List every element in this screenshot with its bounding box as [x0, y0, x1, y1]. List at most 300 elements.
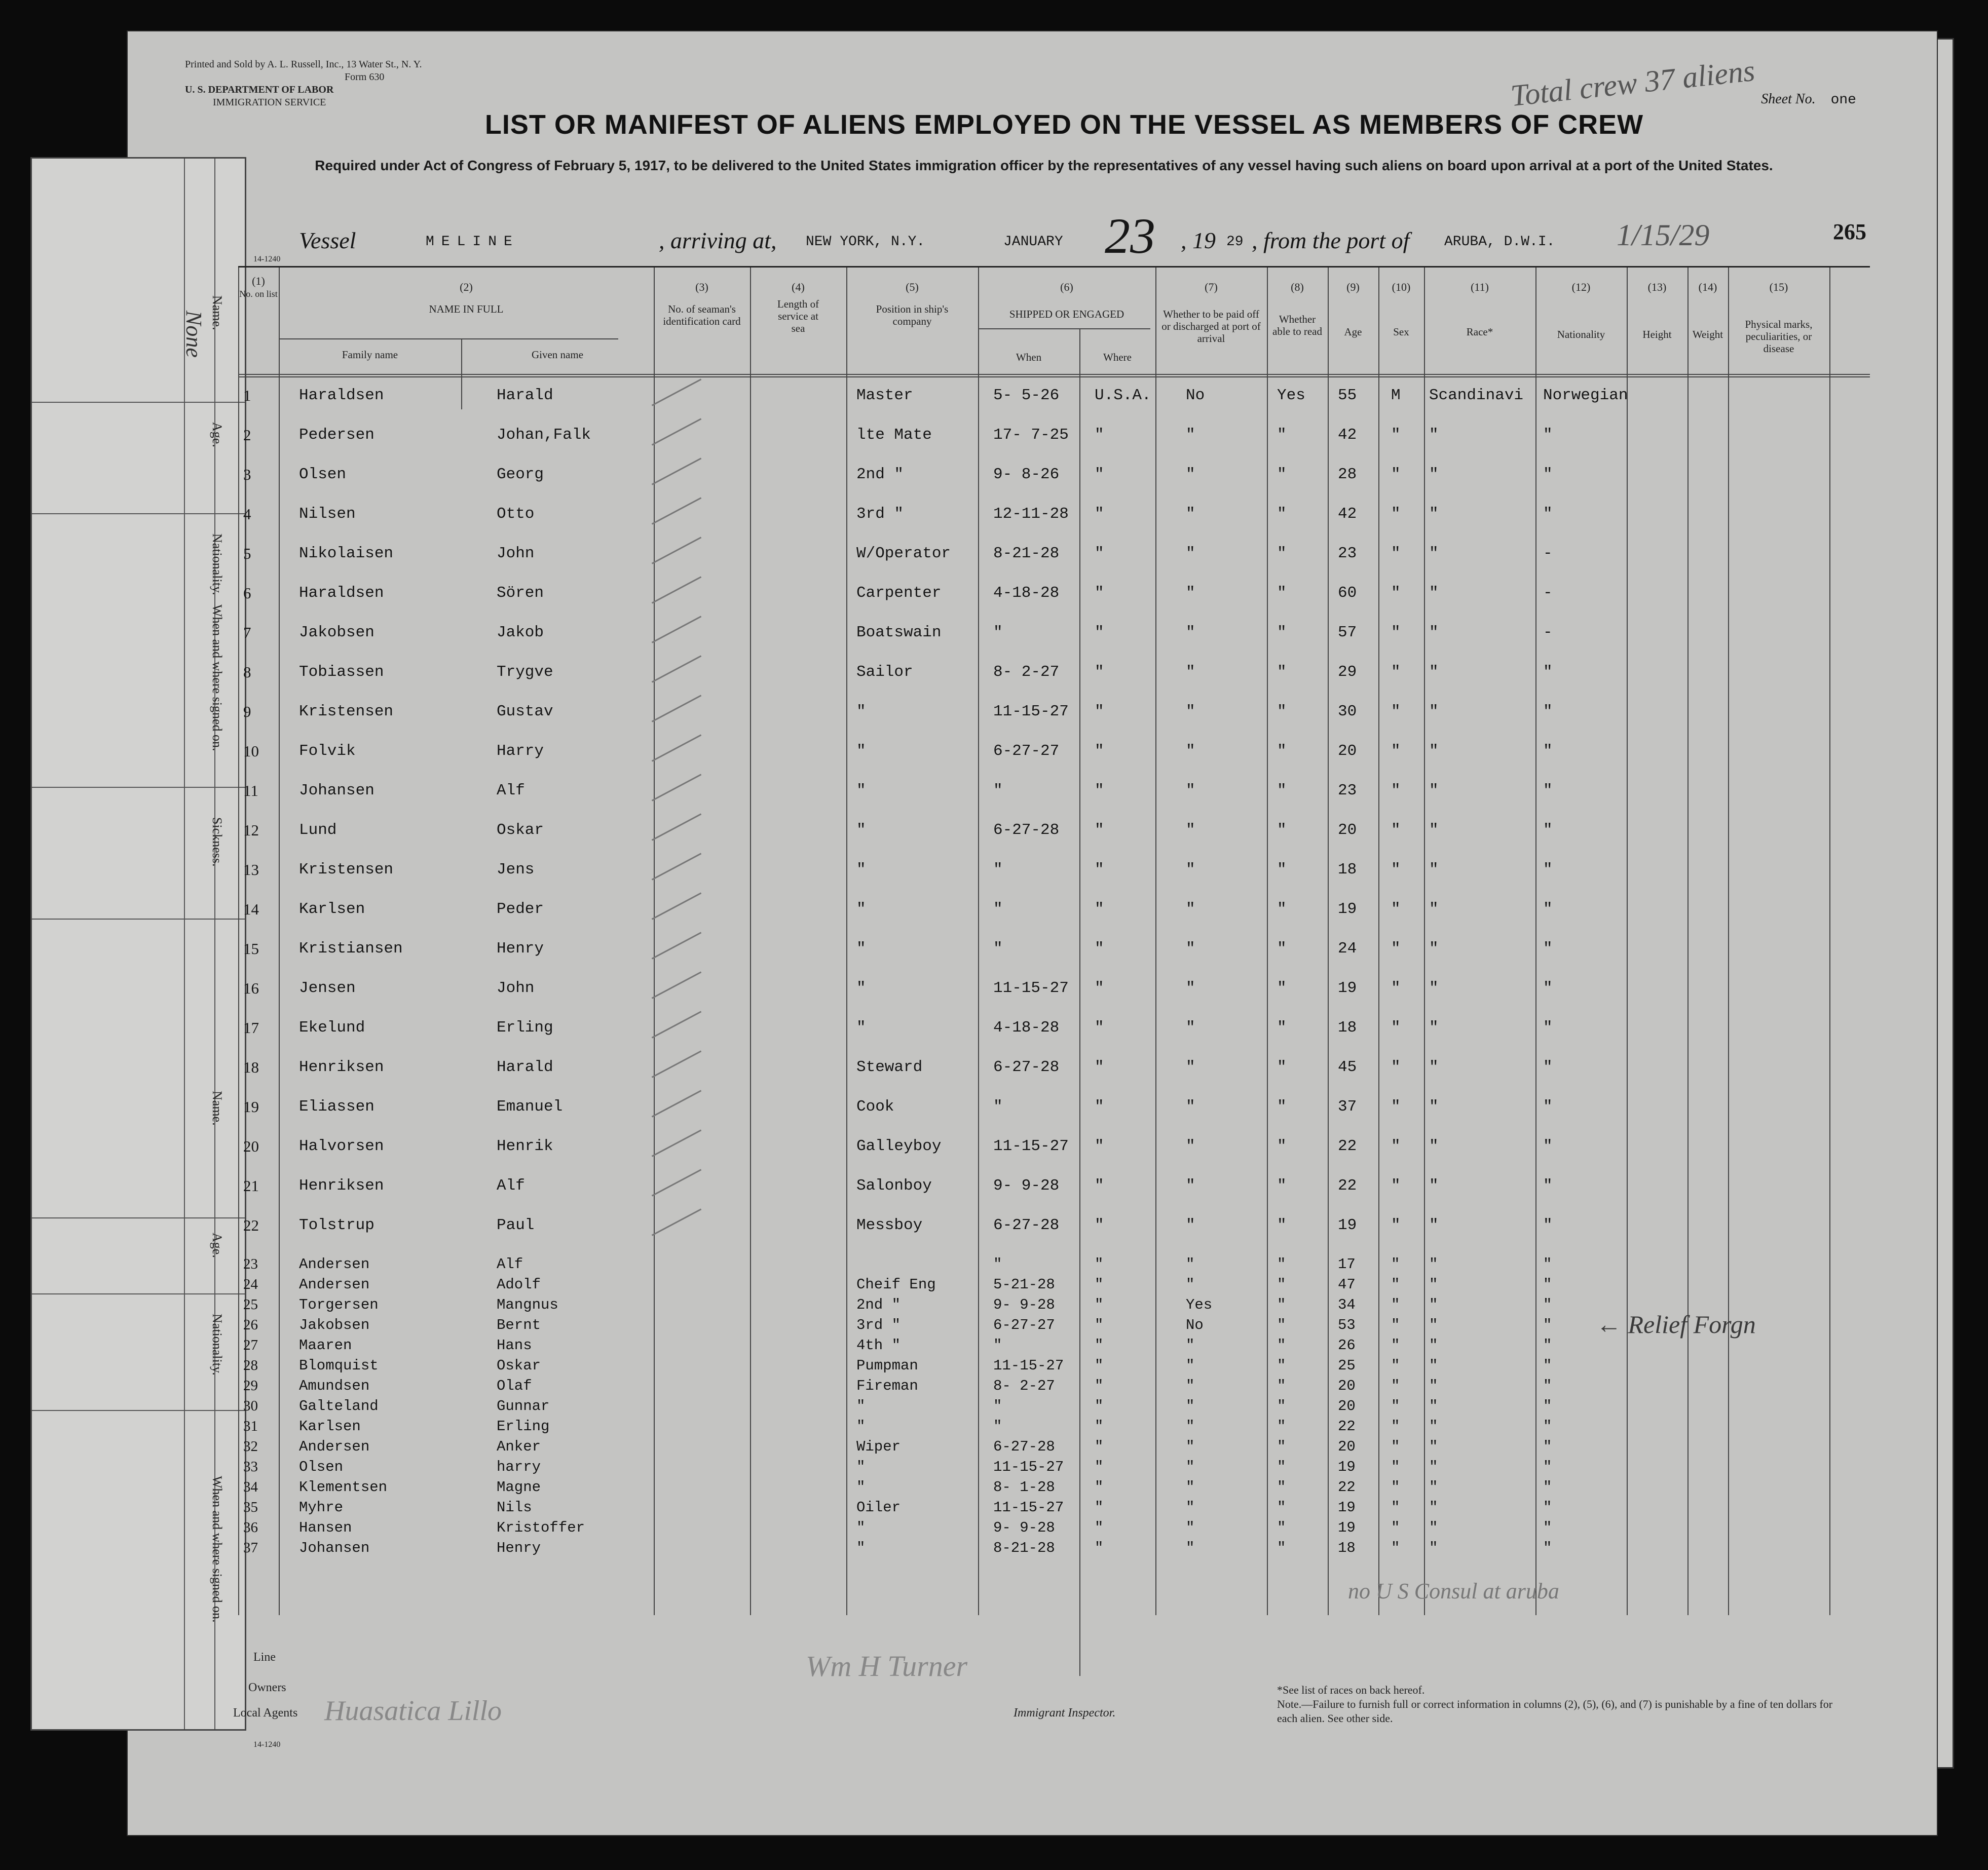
cell-paid-off: " [1186, 900, 1195, 918]
cell-row-number: 23 [243, 1256, 258, 1272]
cell-able-to-read: " [1277, 703, 1287, 720]
cell-given-name: Hans [497, 1337, 532, 1354]
cell-nationality: " [1543, 1276, 1552, 1293]
cell-paid-off: " [1186, 1438, 1195, 1455]
cell-given-name: Otto [497, 505, 535, 523]
cell-nationality: - [1543, 584, 1553, 602]
cell-row-number: 20 [243, 1137, 259, 1155]
cell-paid-off: " [1186, 426, 1195, 444]
cell-paid-off: " [1186, 1256, 1195, 1273]
cell-given-name: Alf [497, 1256, 523, 1273]
cell-nationality: " [1543, 1019, 1553, 1037]
cell-given-name: Alf [497, 782, 525, 799]
local-agents-label: Local Agents [233, 1706, 298, 1720]
cell-shipped-where: " [1095, 1098, 1104, 1116]
cell-able-to-read: " [1277, 466, 1287, 483]
cell-able-to-read: " [1277, 861, 1287, 879]
cell-able-to-read: " [1277, 545, 1287, 562]
id-card-check-mark [652, 932, 702, 959]
cell-position: " [856, 1019, 866, 1037]
sheet-number-field [1761, 91, 1856, 108]
cell-row-number: 4 [243, 505, 251, 523]
cell-race: " [1429, 1540, 1438, 1556]
column-header: Weight [1692, 328, 1723, 340]
cell-family-name: Ekelund [299, 1019, 365, 1037]
cell-shipped-where: " [1095, 1378, 1104, 1394]
cell-age: 19 [1338, 979, 1357, 997]
cell-able-to-read: " [1277, 1098, 1287, 1116]
cell-family-name: Karlsen [299, 1418, 361, 1435]
column-header: Age [1344, 326, 1362, 338]
cell-given-name: Erling [497, 1418, 550, 1435]
inspector-label: Immigrant Inspector. [1014, 1706, 1116, 1720]
cell-sex: " [1391, 1479, 1400, 1496]
cell-position: " [856, 703, 866, 720]
cell-race: " [1429, 1519, 1438, 1536]
cell-sex: " [1391, 1317, 1400, 1333]
cell-shipped-where: " [1095, 1058, 1104, 1076]
cell-paid-off: " [1186, 545, 1195, 562]
cell-shipped-when: 17- 7-25 [993, 426, 1069, 444]
footer-form-code: 14-1240 [253, 1740, 281, 1749]
id-card-check-mark [652, 616, 702, 643]
id-card-check-mark [652, 655, 702, 682]
cell-given-name: Nils [497, 1499, 532, 1516]
cell-sex: " [1391, 1499, 1400, 1516]
cell-shipped-where: U.S.A. [1095, 387, 1151, 404]
cell-family-name: Blomquist [299, 1357, 379, 1374]
cell-given-name: Erling [497, 1019, 553, 1037]
cell-row-number: 35 [243, 1499, 258, 1515]
cell-position: 4th " [856, 1337, 901, 1354]
column-subheader: Family name [342, 349, 398, 361]
side-slip [30, 157, 246, 1731]
cell-family-name: Lund [299, 821, 337, 839]
cell-able-to-read: " [1277, 624, 1287, 641]
cell-row-number: 29 [243, 1378, 258, 1394]
cell-given-name: Adolf [497, 1276, 541, 1293]
slip-label: Age. [210, 422, 224, 447]
cell-family-name: Galteland [299, 1398, 379, 1415]
departure-port: ARUBA, D.W.I. [1444, 234, 1555, 250]
cell-race: " [1429, 861, 1439, 879]
cell-race: Scandinavi [1429, 387, 1524, 404]
cell-position: Galleyboy [856, 1137, 942, 1155]
cell-position: Pumpman [856, 1357, 918, 1374]
cell-shipped-when: 8-21-28 [993, 1540, 1055, 1556]
cell-shipped-when: 12-11-28 [993, 505, 1069, 523]
cell-sex: " [1391, 1519, 1400, 1536]
slip-label: Sickness. [210, 817, 224, 867]
cell-able-to-read: " [1277, 1317, 1286, 1333]
cell-age: 19 [1338, 1499, 1356, 1516]
cell-nationality: " [1543, 979, 1553, 997]
cell-family-name: Klementsen [299, 1479, 388, 1496]
cell-age: 20 [1338, 742, 1357, 760]
cell-sex: " [1391, 663, 1401, 681]
cell-given-name: Olaf [497, 1378, 532, 1394]
handwritten-date: 1/15/29 [1617, 218, 1710, 252]
cell-row-number: 19 [243, 1098, 259, 1116]
table-row [238, 545, 1870, 575]
slip-handwriting: None [181, 311, 206, 358]
cell-paid-off: " [1186, 1137, 1195, 1155]
page-number: 265 [1833, 219, 1866, 244]
table-row [238, 979, 1870, 1010]
cell-family-name: Andersen [299, 1438, 370, 1455]
cell-row-number: 10 [243, 742, 259, 760]
cell-sex: " [1391, 1337, 1400, 1354]
slip-divider [32, 919, 245, 920]
vessel-name: MELINE [426, 234, 519, 250]
cell-family-name: Nikolaisen [299, 545, 394, 562]
cell-age: 22 [1338, 1479, 1356, 1496]
cell-family-name: Henriksen [299, 1058, 384, 1076]
id-card-check-mark [652, 813, 702, 841]
cell-sex: M [1391, 387, 1401, 404]
cell-family-name: Hansen [299, 1519, 352, 1536]
cell-age: 20 [1338, 1378, 1356, 1394]
cell-position: Carpenter [856, 584, 942, 602]
column-number: (1) [252, 275, 265, 287]
table-row [238, 1137, 1870, 1168]
from-label: , from the port of [1252, 227, 1410, 253]
slip-divider [32, 1410, 245, 1411]
consul-annotation: no U S Consul at aruba [1348, 1579, 1559, 1604]
cell-shipped-where: " [1095, 1137, 1104, 1155]
cell-age: 29 [1338, 663, 1357, 681]
cell-able-to-read: " [1277, 1276, 1286, 1293]
cell-sex: " [1391, 466, 1401, 483]
cell-able-to-read: " [1277, 782, 1287, 799]
agents-signature: Huasatica Lillo [324, 1695, 502, 1727]
cell-given-name: Gustav [497, 703, 553, 720]
cell-nationality: - [1543, 545, 1553, 562]
cell-able-to-read: " [1277, 1058, 1287, 1076]
cell-position: W/Operator [856, 545, 951, 562]
cell-race: " [1429, 1378, 1438, 1394]
cell-age: 17 [1338, 1256, 1356, 1273]
cell-given-name: Harald [497, 387, 553, 404]
cell-position: " [856, 1418, 866, 1435]
cell-family-name: Kristiansen [299, 940, 403, 958]
cell-paid-off: " [1186, 1459, 1195, 1475]
cell-position: " [856, 1459, 866, 1475]
table-row [238, 663, 1870, 694]
manifest-subtitle: Required under Act of Congress of February 5, 1917, to be delivered to the United States immigration officer by the representatives of any vessel having such aliens on board upon arrival at a port of the United States. [315, 158, 1773, 173]
cell-shipped-when: " [993, 624, 1003, 641]
cell-paid-off: " [1186, 1098, 1195, 1116]
cell-position: " [856, 1398, 866, 1415]
column-header: Whether able to read [1272, 313, 1322, 337]
cell-row-number: 5 [243, 545, 251, 562]
cell-able-to-read: " [1277, 1296, 1286, 1313]
cell-race: " [1429, 1276, 1438, 1293]
cell-race: " [1429, 1137, 1439, 1155]
cell-race: " [1429, 940, 1439, 958]
id-card-check-mark [652, 378, 702, 406]
cell-sex: " [1391, 940, 1401, 958]
cell-age: 47 [1338, 1276, 1356, 1293]
cell-row-number: 22 [243, 1216, 259, 1234]
cell-row-number: 12 [243, 821, 259, 839]
cell-position: " [856, 861, 866, 879]
cell-given-name: Harry [497, 742, 544, 760]
cell-able-to-read: " [1277, 1357, 1286, 1374]
cell-nationality: " [1543, 1438, 1552, 1455]
cell-shipped-where: " [1095, 1317, 1104, 1333]
cell-able-to-read: " [1277, 1019, 1287, 1037]
cell-paid-off: Yes [1186, 1296, 1213, 1313]
cell-nationality: " [1543, 466, 1553, 483]
cell-age: 42 [1338, 505, 1357, 523]
table-row [238, 1019, 1870, 1049]
cell-given-name: Anker [497, 1438, 541, 1455]
cell-shipped-when: 4-18-28 [993, 1019, 1060, 1037]
cell-position: " [856, 1479, 866, 1496]
cell-position: Messboy [856, 1216, 923, 1234]
sheet-label: Sheet No. [1761, 91, 1816, 107]
cell-given-name: Jakob [497, 624, 544, 641]
cell-sex: " [1391, 426, 1401, 444]
cell-position: Cook [856, 1098, 894, 1116]
cell-row-number: 21 [243, 1177, 259, 1195]
id-card-check-mark [652, 1208, 702, 1236]
cell-family-name: Halvorsen [299, 1137, 384, 1155]
cell-nationality: " [1543, 663, 1553, 681]
table-row [238, 505, 1870, 536]
cell-family-name: Pedersen [299, 426, 374, 444]
cell-shipped-when: 6-27-28 [993, 821, 1060, 839]
cell-able-to-read: " [1277, 1459, 1286, 1475]
cell-race: " [1429, 703, 1439, 720]
cell-sex: " [1391, 1137, 1401, 1155]
cell-age: 24 [1338, 940, 1357, 958]
cell-family-name: Johansen [299, 782, 374, 799]
cell-row-number: 1 [243, 387, 251, 404]
cell-paid-off: " [1186, 1058, 1195, 1076]
id-card-check-mark [652, 734, 702, 761]
cell-paid-off: " [1186, 1499, 1195, 1516]
slip-label: When and where signed on. [210, 604, 224, 751]
cell-shipped-when: 8- 1-28 [993, 1479, 1055, 1496]
cell-shipped-when: 11-15-27 [993, 1499, 1064, 1516]
cell-shipped-when: " [993, 1256, 1002, 1273]
id-card-check-mark [652, 971, 702, 999]
cell-shipped-when: 9- 9-28 [993, 1296, 1055, 1313]
cell-sex: " [1391, 624, 1401, 641]
cell-able-to-read: " [1277, 742, 1287, 760]
cell-race: " [1429, 1019, 1439, 1037]
cell-position: 2nd " [856, 466, 904, 483]
cell-nationality: " [1543, 1479, 1552, 1496]
cell-given-name: Johan,Falk [497, 426, 591, 444]
slip-label: When and where signed on. [210, 1476, 224, 1623]
cell-age: 23 [1338, 545, 1357, 562]
cell-shipped-when: " [993, 940, 1003, 958]
cell-family-name: Amundsen [299, 1378, 370, 1394]
cell-race: " [1429, 466, 1439, 483]
cell-shipped-when: 5-21-28 [993, 1276, 1055, 1293]
cell-race: " [1429, 1317, 1438, 1333]
cell-family-name: Nilsen [299, 505, 356, 523]
cell-sex: " [1391, 1216, 1401, 1234]
cell-row-number: 25 [243, 1296, 258, 1313]
cell-paid-off: " [1186, 703, 1195, 720]
cell-given-name: Oskar [497, 1357, 541, 1374]
cell-shipped-where: " [1095, 1216, 1104, 1234]
cell-race: " [1429, 545, 1439, 562]
cell-row-number: 26 [243, 1317, 258, 1333]
department-label: U. S. DEPARTMENT OF LABOR [185, 84, 334, 95]
column-header: Position in ship's company [876, 303, 949, 327]
slip-divider [32, 1293, 245, 1294]
cell-shipped-when: 9- 9-28 [993, 1177, 1060, 1195]
cell-family-name: Johansen [299, 1540, 370, 1556]
cell-shipped-when: 5- 5-26 [993, 387, 1060, 404]
cell-age: 20 [1338, 821, 1357, 839]
cell-race: " [1429, 426, 1439, 444]
cell-nationality: " [1543, 1459, 1552, 1475]
cell-row-number: 18 [243, 1058, 259, 1076]
cell-race: " [1429, 505, 1439, 523]
cell-age: 18 [1338, 861, 1357, 879]
cell-nationality: " [1543, 782, 1553, 799]
cell-shipped-when: 6-27-27 [993, 742, 1060, 760]
cell-nationality: " [1543, 1256, 1552, 1273]
column-header: No. of seaman's identification card [663, 303, 741, 327]
cell-race: " [1429, 663, 1439, 681]
column-header: NAME IN FULL [429, 303, 504, 315]
cell-age: 30 [1338, 703, 1357, 720]
cell-family-name: Tolstrup [299, 1216, 374, 1234]
cell-shipped-where: " [1095, 1540, 1104, 1556]
id-card-check-mark [652, 1169, 702, 1196]
column-header: No. on list [239, 289, 278, 299]
cell-position: " [856, 979, 866, 997]
arrival-year: 29 [1226, 234, 1244, 250]
cell-age: 53 [1338, 1317, 1356, 1333]
cell-shipped-when: 6-27-28 [993, 1058, 1060, 1076]
cell-age: 37 [1338, 1098, 1357, 1116]
cell-sex: " [1391, 1276, 1400, 1293]
cell-row-number: 3 [243, 466, 251, 483]
cell-able-to-read: " [1277, 1479, 1286, 1496]
cell-sex: " [1391, 1357, 1400, 1374]
cell-age: 22 [1338, 1137, 1357, 1155]
cell-shipped-where: " [1095, 979, 1104, 997]
cell-given-name: Paul [497, 1216, 535, 1234]
cell-able-to-read: " [1277, 821, 1287, 839]
cell-row-number: 27 [243, 1337, 258, 1353]
form-code: 14-1240 [253, 255, 281, 263]
cell-family-name: Andersen [299, 1256, 370, 1273]
column-header: Whether to be paid off or discharged at port of arrival [1161, 308, 1261, 345]
cell-row-number: 24 [243, 1276, 258, 1292]
cell-shipped-where: " [1095, 900, 1104, 918]
cell-shipped-when: 11-15-27 [993, 703, 1069, 720]
cell-given-name: John [497, 545, 535, 562]
cell-age: 23 [1338, 782, 1357, 799]
column-header: Nationality [1557, 328, 1605, 340]
table-row [238, 821, 1870, 852]
cell-race: " [1429, 1256, 1438, 1273]
cell-able-to-read: " [1277, 940, 1287, 958]
cell-row-number: 15 [243, 940, 259, 958]
cell-shipped-where: " [1095, 624, 1104, 641]
cell-paid-off: No [1186, 387, 1205, 404]
cell-shipped-when: " [993, 1398, 1002, 1415]
cell-paid-off: " [1186, 1019, 1195, 1037]
id-card-check-mark [652, 1011, 702, 1038]
cell-nationality: " [1543, 1398, 1552, 1415]
cell-given-name: Kristoffer [497, 1519, 585, 1536]
cell-nationality: " [1543, 1058, 1553, 1076]
cell-shipped-when: 8- 2-27 [993, 663, 1060, 681]
column-number: (7) [1205, 281, 1218, 293]
cell-nationality: " [1543, 1216, 1553, 1234]
column-number: (5) [906, 281, 919, 293]
cell-shipped-when: " [993, 1418, 1002, 1435]
cell-family-name: Haraldsen [299, 584, 384, 602]
cell-paid-off: " [1186, 979, 1195, 997]
cell-race: " [1429, 742, 1439, 760]
cell-sex: " [1391, 1398, 1400, 1415]
cell-age: 20 [1338, 1438, 1356, 1455]
manifest-title: LIST OR MANIFEST OF ALIENS EMPLOYED ON THE VESSEL AS MEMBERS OF CREW [484, 109, 1644, 140]
cell-sex: " [1391, 1459, 1400, 1475]
form-number: Form 630 [345, 71, 385, 83]
cell-position: 3rd " [856, 505, 904, 523]
id-card-check-mark [652, 1129, 702, 1157]
cell-family-name: Eliassen [299, 1098, 374, 1116]
cell-shipped-where: " [1095, 742, 1104, 760]
slip-divider [32, 1217, 245, 1218]
header-rule [279, 338, 618, 339]
cell-shipped-where: " [1095, 1459, 1104, 1475]
cell-row-number: 14 [243, 900, 259, 918]
cell-race: " [1429, 1398, 1438, 1415]
cell-family-name: Olsen [299, 1459, 344, 1475]
cell-row-number: 7 [243, 624, 251, 641]
cell-paid-off: " [1186, 1177, 1195, 1195]
cell-age: 20 [1338, 1398, 1356, 1415]
cell-shipped-when: 11-15-27 [993, 1357, 1064, 1374]
cell-age: 45 [1338, 1058, 1357, 1076]
column-number: (4) [792, 281, 805, 293]
cell-race: " [1429, 1177, 1439, 1195]
column-subheader: When [1016, 351, 1042, 363]
cell-given-name: Henrik [497, 1137, 553, 1155]
cell-nationality: " [1543, 900, 1553, 918]
column-number: (3) [695, 281, 708, 293]
cell-sex: " [1391, 1098, 1401, 1116]
cell-age: 26 [1338, 1337, 1356, 1354]
cell-given-name: Henry [497, 940, 544, 958]
cell-nationality: - [1543, 624, 1553, 641]
cell-shipped-when: 9- 9-28 [993, 1519, 1055, 1536]
cell-sex: " [1391, 742, 1401, 760]
cell-shipped-where: " [1095, 505, 1104, 523]
cell-age: 19 [1338, 1519, 1356, 1536]
cell-age: 22 [1338, 1177, 1357, 1195]
column-number: (14) [1698, 281, 1717, 293]
cell-paid-off: " [1186, 742, 1195, 760]
cell-age: 28 [1338, 466, 1357, 483]
cell-family-name: Karlsen [299, 900, 365, 918]
cell-position: 3rd " [856, 1317, 901, 1333]
cell-nationality: " [1543, 703, 1553, 720]
